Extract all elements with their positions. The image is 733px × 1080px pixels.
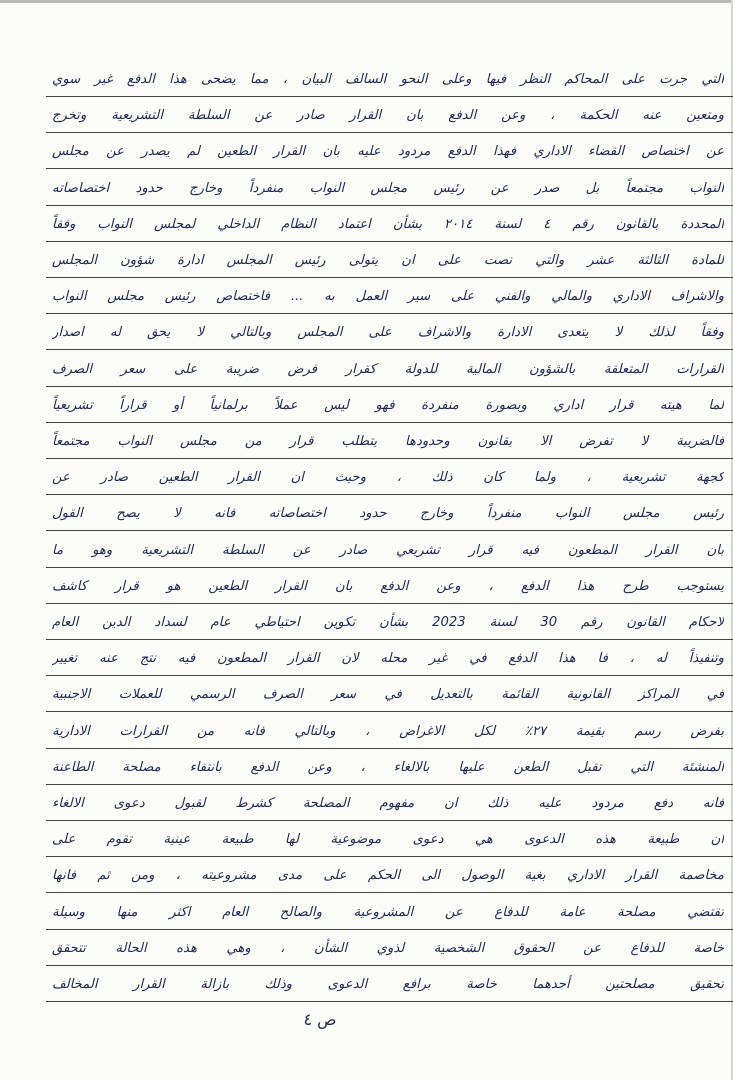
handwritten-text-line: القرارات المتعلقة بالشؤون المالية للدولة كقرار فرض ضريبة على سعر الصرف — [52, 362, 724, 377]
handwritten-text-line: لاحكام القانون رقم 30 لسنة 2023 بشأن تكوين احتياطي عام لسداد الدين العام — [52, 615, 724, 630]
handwritten-text-line: وفقاً لذلك لا يتعدى الادارة والاشراف على المجلس وبالتالي لا يحق له اصدار — [52, 325, 724, 340]
handwritten-text-line: المحددة بالقانون رقم ٤ لسنة ٢٠١٤ بشأن اعتماد النظام الداخلي لمجلس النواب وفقاً — [52, 217, 724, 232]
handwritten-text-line: كجهة تشريعية ، ولما كان ذلك ، وحيث ان القرار الطعين صادر عن — [52, 470, 724, 485]
handwritten-text-line: والاشراف الاداري والمالي والفني على سير العمل به ... فاختصاص رئيس مجلس النواب — [52, 289, 724, 304]
page-top-edge — [0, 0, 733, 3]
page-number: ص ٤ — [303, 1010, 337, 1029]
handwritten-text-line: فالضريبة لا تفرض الا بقانون وحدودها يتطلب قرار من مجلس النواب مجتمعاً — [52, 434, 724, 449]
handwritten-text-line: للمادة الثالثة عشر والتي نصت على ان يتولى رئيس المجلس ادارة شؤون المجلس — [52, 253, 724, 268]
handwritten-text-line: وتنفيذاً له ، فا هذا الدفع في غير محله لان القرار المطعون فيه نتج عنه تغيير — [52, 651, 724, 666]
handwritten-text-line: تحقيق مصلحتين أحدهما خاصة برافع الدعوى وذلك بازالة القرار المخالف — [52, 977, 724, 992]
handwritten-text-line: فانه دفع مردود عليه ذلك ان مفهوم المصلحة كشرط لقبول دعوى الالغاء — [52, 796, 724, 811]
handwritten-text-line: يستوجب طرح هذا الدفع ، وعن الدفع بان القرار الطعين هو قرار كاشف — [52, 579, 724, 594]
handwritten-text-line: التي جرت على المحاكم النظر فيها وعلى النحو السالف البيان ، مما يضحى هذا الدفع غير سوي — [52, 72, 724, 87]
handwritten-text-line: تقتضي مصلحة عامة للدفاع عن المشروعية والصالح العام اكثر منها وسيلة — [52, 905, 724, 920]
handwritten-text-line: ان طبيعة هذه الدعوى هي دعوى موضوعية لها طبيعة عينية تقوم على — [52, 832, 724, 847]
handwritten-text-line: رئيس مجلس النواب منفرداً وخارج حدود اختصاصاته فانه لا يصح القول — [52, 506, 724, 521]
handwritten-text-line: بان القرار المطعون فيه قرار تشريعي صادر عن السلطة التشريعية وهو ما — [52, 543, 724, 558]
handwritten-text-line: مخاصمة القرار الاداري بغية الوصول الى الحكم على مدى مشروعيته ، ومن ثم فانها — [52, 868, 724, 883]
handwritten-text-line: خاصة للدفاع عن الحقوق الشخصية لذوي الشأن ، وهي هذه الحالة تتحقق — [52, 941, 724, 956]
handwritten-text-line: في المراكز القانونية القائمة بالتعديل في سعر الصرف الرسمي للعملات الاجنبية — [52, 687, 724, 702]
handwritten-text-line: عن اختصاص القضاء الاداري فهذا الدفع مردود عليه بان القرار الطعين لم يصدر عن مجلس — [52, 144, 724, 159]
handwritten-text-line: ومتعين عنه الحكمة ، وعن الدفع بان القرار صادر عن السلطة التشريعية وتخرج — [52, 108, 724, 123]
handwritten-text-line: لما هيته قرار اداري وبصورة منفردة فهو ليس عملاً برلمانياً أو قراراً تشريعياً — [52, 398, 724, 413]
handwritten-text-line: بفرض رسم بقيمة ٢٧٪ لكل الاغراض ، وبالتالي فانه من القرارات الادارية — [52, 724, 724, 739]
handwritten-text-line: المنشئة التي تقبل الطعن عليها بالالغاء ، وعن الدفع بانتفاء مصلحة الطاعنة — [52, 760, 724, 775]
handwritten-text-line: النواب مجتمعاً بل صدر عن رئيس مجلس النواب منفرداً وخارج حدود اختصاصاته — [52, 181, 724, 196]
